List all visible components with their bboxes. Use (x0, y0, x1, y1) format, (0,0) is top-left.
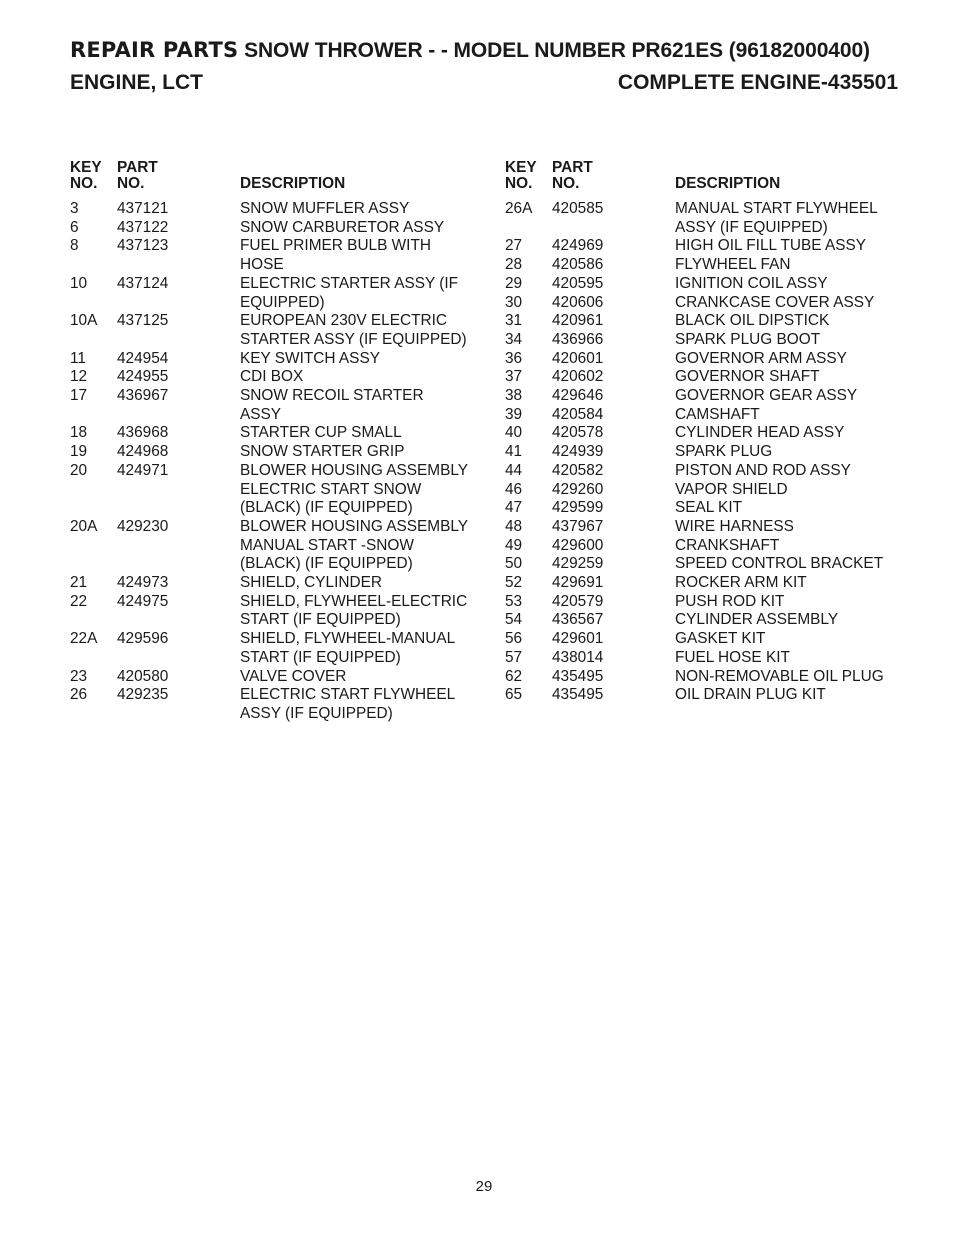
table-row (505, 481, 905, 500)
table-row (70, 237, 470, 274)
part-no: 436968 (117, 424, 169, 442)
part-no: 437121 (117, 200, 169, 217)
table-row (505, 593, 905, 612)
key-no: 38 (505, 387, 523, 405)
table-row (505, 387, 905, 406)
part-description: CRANKCASE COVER ASSY (675, 293, 875, 311)
table-row (505, 555, 905, 574)
part-no: 424975 (117, 592, 169, 610)
table-row (70, 424, 470, 443)
key-no: 28 (505, 256, 523, 274)
table-row (505, 499, 905, 518)
table-row (70, 574, 470, 593)
part-description: EUROPEAN 230V ELECTRIC STARTER ASSY (IF EQUIPPED) (240, 312, 467, 348)
key-no: 44 (505, 461, 523, 479)
part-description: VALVE COVER (240, 667, 347, 685)
part-no: 424939 (552, 443, 604, 461)
part-no: 420580 (117, 667, 169, 685)
part-description: SHIELD, CYLINDER (240, 574, 382, 592)
key-no: 48 (505, 517, 523, 535)
part-description: ELECTRIC START FLYWHEEL ASSY (IF EQUIPPED) (240, 686, 456, 722)
part-no: 420582 (552, 461, 604, 479)
table-row (70, 350, 470, 369)
part-description: GOVERNOR SHAFT (675, 368, 820, 386)
part-no: 436966 (552, 330, 604, 348)
key-header-line1: KEY (505, 159, 537, 176)
key-no: 20 (70, 461, 88, 479)
part-no: 424954 (117, 349, 169, 367)
part-description: SEAL KIT (675, 499, 743, 517)
repair-parts-label: REPAIR PARTS (70, 38, 239, 62)
part-description: SHIELD, FLYWHEEL-MANUAL START (IF EQUIPPED) (240, 630, 456, 666)
part-description: KEY SWITCH ASSY (240, 349, 380, 367)
part-no: 424973 (117, 574, 169, 592)
key-no: 41 (505, 443, 523, 461)
part-no: 429260 (552, 480, 604, 498)
table-row (70, 593, 470, 630)
part-no: 424971 (117, 461, 169, 479)
table-row (70, 686, 470, 723)
key-header-line2: NO. (505, 174, 533, 192)
part-description: ELECTRIC STARTER ASSY (IF EQUIPPED) (240, 274, 459, 311)
key-no: 62 (505, 667, 523, 685)
description-header (240, 160, 470, 200)
part-description: GOVERNOR GEAR ASSY (675, 387, 858, 405)
part-description: SNOW STARTER GRIP (240, 443, 405, 461)
key-no: 22A (70, 630, 98, 648)
part-description: CDI BOX (240, 368, 304, 386)
part-no: 437122 (117, 218, 169, 236)
key-no: 10 (70, 274, 88, 292)
table-header (70, 160, 470, 200)
page-title (70, 38, 900, 63)
part-header-line2: NO. (552, 174, 580, 192)
table-row (70, 387, 470, 424)
table-row (505, 256, 905, 275)
table-body (505, 200, 905, 705)
part-no: 437967 (552, 517, 604, 535)
part-description: HIGH OIL FILL TUBE ASSY (675, 237, 867, 255)
part-no: 438014 (552, 648, 604, 666)
part-no: 420578 (552, 424, 604, 442)
key-no: 36 (505, 349, 523, 367)
table-row (70, 462, 470, 518)
key-no: 20A (70, 517, 98, 535)
part-no: 420606 (552, 293, 604, 311)
key-no: 12 (70, 368, 88, 386)
key-no: 31 (505, 312, 523, 330)
table-row (505, 518, 905, 537)
table-row (505, 331, 905, 350)
table-row (505, 611, 905, 630)
part-description: GOVERNOR ARM ASSY (675, 349, 847, 367)
part-description: CRANKSHAFT (675, 536, 780, 554)
part-no: 424969 (552, 237, 604, 255)
subtitle-right: COMPLETE ENGINE-435501 (617, 71, 898, 94)
key-no: 10A (70, 312, 98, 330)
part-description: SHIELD, FLYWHEEL-ELECTRIC START (IF EQUIPPED) (240, 592, 468, 629)
key-no: 47 (505, 499, 523, 517)
table-row (70, 275, 470, 312)
key-no: 65 (505, 686, 523, 704)
part-no: 429601 (552, 630, 604, 648)
key-no: 11 (70, 349, 86, 367)
part-header (552, 160, 675, 200)
key-no: 8 (70, 237, 79, 255)
key-no: 29 (505, 274, 523, 292)
table-row (505, 237, 905, 256)
part-no: 420961 (552, 312, 604, 330)
key-header (505, 160, 552, 200)
key-no: 17 (70, 387, 88, 405)
part-header (117, 160, 240, 200)
part-no: 429596 (117, 630, 169, 648)
part-description: BLOWER HOUSING ASSEMBLY ELECTRIC START SNOW (BLACK) (IF EQUIPPED) (240, 461, 469, 517)
part-description: PISTON AND ROD ASSY (675, 461, 851, 479)
table-row (70, 443, 470, 462)
part-description: MANUAL START FLYWHEEL ASSY (IF EQUIPPED) (675, 200, 878, 236)
part-description: CYLINDER HEAD ASSY (675, 424, 845, 442)
table-row (505, 630, 905, 649)
table-row (505, 275, 905, 294)
part-no: 420595 (552, 274, 604, 292)
table-row (70, 219, 470, 238)
part-description: GASKET KIT (675, 630, 766, 648)
part-no: 424955 (117, 368, 169, 386)
table-row (70, 200, 470, 219)
key-no: 37 (505, 368, 523, 386)
key-no: 40 (505, 424, 523, 442)
part-description: OIL DRAIN PLUG KIT (675, 686, 826, 704)
key-no: 19 (70, 443, 88, 461)
table-row (505, 424, 905, 443)
part-no: 420585 (552, 200, 604, 217)
table-row (505, 649, 905, 668)
part-no: 420579 (552, 592, 604, 610)
table-row (70, 368, 470, 387)
key-no: 53 (505, 592, 523, 610)
key-no: 26 (70, 686, 88, 704)
key-header (70, 160, 117, 200)
part-no: 436967 (117, 387, 169, 405)
part-no: 429691 (552, 574, 604, 592)
part-no: 437125 (117, 312, 169, 330)
table-body (70, 200, 470, 724)
table-row (70, 518, 470, 574)
part-description: FUEL PRIMER BULB WITH HOSE (240, 237, 431, 274)
key-no: 54 (505, 611, 523, 629)
key-no: 6 (70, 218, 79, 236)
part-no: 420586 (552, 256, 604, 274)
page-number: 29 (475, 1178, 493, 1195)
part-description: ROCKER ARM KIT (675, 574, 807, 592)
key-no: 26A (505, 200, 533, 217)
table-row (505, 294, 905, 313)
part-no: 429600 (552, 536, 604, 554)
part-no: 420601 (552, 349, 604, 367)
part-no: 437123 (117, 237, 169, 255)
key-no: 49 (505, 536, 523, 554)
part-description: NON-REMOVABLE OIL PLUG (675, 667, 884, 685)
table-row (505, 686, 905, 705)
part-no: 429646 (552, 387, 604, 405)
table-row (505, 443, 905, 462)
table-row (505, 312, 905, 331)
key-header-line1: KEY (70, 159, 102, 176)
part-no: 429235 (117, 686, 169, 704)
part-description: SPEED CONTROL BRACKET (675, 555, 884, 573)
part-description: VAPOR SHIELD (675, 480, 788, 498)
part-description: SPARK PLUG (675, 443, 773, 461)
table-row (505, 462, 905, 481)
description-header (675, 160, 905, 200)
part-no: 420584 (552, 405, 604, 423)
key-no: 39 (505, 405, 523, 423)
table-row (505, 668, 905, 687)
part-description: FUEL HOSE KIT (675, 648, 790, 666)
key-no: 22 (70, 592, 88, 610)
table-row (70, 668, 470, 687)
parts-table-right (505, 160, 905, 705)
part-no: 435495 (552, 686, 604, 704)
part-no: 429259 (552, 555, 604, 573)
key-no: 21 (70, 574, 88, 592)
part-description: SPARK PLUG BOOT (675, 330, 821, 348)
table-row (505, 574, 905, 593)
part-description: WIRE HARNESS (675, 517, 794, 535)
table-row (505, 350, 905, 369)
key-no: 23 (70, 667, 88, 685)
key-no: 3 (70, 200, 79, 217)
part-description: SNOW RECOIL STARTER ASSY (240, 387, 424, 423)
table-row (505, 200, 905, 237)
key-no: 30 (505, 293, 523, 311)
key-no: 52 (505, 574, 523, 592)
part-header-line1: PART (552, 159, 593, 176)
part-description: SNOW MUFFLER ASSY (240, 200, 410, 217)
subtitle-left: ENGINE, LCT (70, 71, 204, 94)
table-row (70, 630, 470, 667)
part-header-line2: NO. (117, 174, 145, 192)
part-header-line1: PART (117, 159, 158, 176)
key-no: 34 (505, 330, 523, 348)
key-no: 50 (505, 555, 523, 573)
table-row (505, 537, 905, 556)
page-subtitle (70, 71, 898, 95)
parts-table-left (70, 160, 470, 724)
part-description: BLACK OIL DIPSTICK (675, 312, 830, 330)
part-no: 420602 (552, 368, 604, 386)
key-no: 27 (505, 237, 523, 255)
part-description: SNOW CARBURETOR ASSY (240, 218, 445, 236)
part-description: IGNITION COIL ASSY (675, 274, 828, 292)
key-no: 46 (505, 480, 523, 498)
part-description: FLYWHEEL FAN (675, 256, 791, 274)
part-description: PUSH ROD KIT (675, 592, 785, 610)
part-no: 436567 (552, 611, 604, 629)
description-header-text: DESCRIPTION (240, 174, 346, 192)
part-no: 429230 (117, 517, 169, 535)
title-text: SNOW THROWER - - MODEL NUMBER PR621ES (96182000400) (244, 39, 870, 62)
part-description: CYLINDER ASSEMBLY (675, 611, 839, 629)
table-row (505, 406, 905, 425)
key-header-line2: NO. (70, 174, 98, 192)
part-no: 429599 (552, 499, 604, 517)
part-no: 424968 (117, 443, 169, 461)
table-row (505, 368, 905, 387)
key-no: 57 (505, 648, 523, 666)
part-no: 435495 (552, 667, 604, 685)
table-header (505, 160, 905, 200)
part-description: BLOWER HOUSING ASSEMBLY MANUAL START -SNOW (BLACK) (IF EQUIPPED) (240, 517, 469, 573)
part-description: CAMSHAFT (675, 405, 760, 423)
key-no: 56 (505, 630, 523, 648)
description-header-text: DESCRIPTION (675, 174, 781, 192)
part-no: 437124 (117, 274, 169, 292)
part-description: STARTER CUP SMALL (240, 424, 402, 442)
key-no: 18 (70, 424, 88, 442)
table-row (70, 312, 470, 349)
